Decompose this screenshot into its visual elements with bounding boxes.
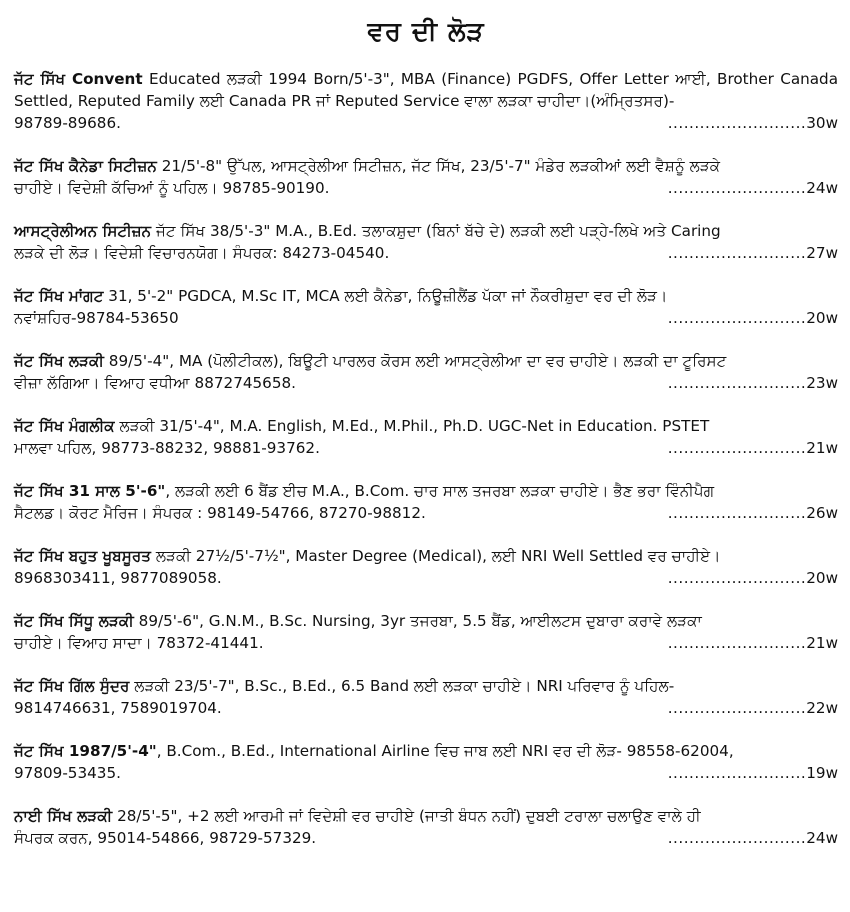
ad-footer xyxy=(14,502,838,524)
ad-text xyxy=(14,68,838,112)
ad-entry xyxy=(14,610,838,654)
ad-body: 89/5'-4", MA (ਪੋਲੀਟੀਕਲ), ਬਿਊਟੀ ਪਾਰਲਰ ਕੋਰਸ ਲਈ ਆਸਟ੍ਰੇਲੀਆ ਦਾ ਵਰ ਚਾਹੀਏ। ਲੜਕੀ ਦਾ ਟੂਰਿਸਟ xyxy=(103,352,727,370)
leader-dots: .......................... xyxy=(667,634,807,652)
ad-body: , ਲੜਕੀ ਲਈ 6 ਬੈਂਡ ਈਚ M.A., B.Com. ਚਾਰ ਸਾਲ ਤਜਰਬਾ ਲੜਕਾ ਚਾਹੀਏ। ਭੈਣ ਭਰਾ ਵਿੰਨੀਪੈਗ xyxy=(165,482,715,500)
ad-code-group xyxy=(668,177,838,199)
ad-contact: ਨਵਾਂਸ਼ਹਿਰ-98784-53650 xyxy=(14,309,179,327)
ad-heading: ਆਸਟ੍ਰੇਲੀਅਨ ਸਿਟੀਜ਼ਨ xyxy=(14,222,152,240)
ad-code-group xyxy=(668,697,838,719)
leader-dots: .......................... xyxy=(667,504,807,522)
ad-heading: ਜੱਟ ਸਿੱਖ Convent xyxy=(14,70,143,88)
ad-contact: ਚਾਹੀਏ। ਵਿਆਹ ਸਾਦਾ। 78372-41441. xyxy=(14,634,264,652)
ad-footer xyxy=(14,632,838,654)
page-title: ਵਰ ਦੀ ਲੋੜ xyxy=(367,17,485,47)
ad-body: ਲੜਕੀ 31/5'-4", M.A. English, M.Ed., M.Phil., Ph.D. UGC-Net in Education. PSTET xyxy=(114,417,710,435)
ad-text xyxy=(14,610,838,632)
ad-heading: ਜੱਟ ਸਿੱਖ ਬਹੁਤ ਖੂਬਸੂਰਤ xyxy=(14,547,152,565)
ad-contact: 9814746631, 7589019704. xyxy=(14,699,222,717)
ad-contact: ਸੰਪਰਕ ਕਰਨ, 95014-54866, 98729-57329. xyxy=(14,829,317,847)
ad-body: ਲੜਕੀ 23/5'-7", B.Sc., B.Ed., 6.5 Band ਲਈ ਲੜਕਾ ਚਾਹੀਏ। NRI ਪਰਿਵਾਰ ਨੂੰ ਪਹਿਲ- xyxy=(129,677,675,695)
ad-footer xyxy=(14,697,838,719)
ad-contact: 97809-53435. xyxy=(14,764,121,782)
ad-code: 20w xyxy=(806,569,838,587)
ad-code-group xyxy=(668,632,838,654)
leader-dots: .......................... xyxy=(667,309,807,327)
ad-code-group xyxy=(668,762,838,784)
ad-contact: ਮਾਲਵਾ ਪਹਿਲ, 98773-88232, 98881-93762. xyxy=(14,439,320,457)
leader-dots: .......................... xyxy=(667,829,807,847)
ad-heading: ਜੱਟ ਸਿੱਖ ਮੰਗਲੀਕ xyxy=(14,417,115,435)
ad-text xyxy=(14,220,838,242)
ad-body: ਜੱਟ ਸਿੱਖ 38/5'-3" M.A., B.Ed. ਤਲਾਕਸ਼ੁਦਾ (ਬਿਨਾਂ ਬੱਚੇ ਦੇ) ਲੜਕੀ ਲਈ ਪੜ੍ਹੇ-ਲਿਖੇ ਅਤੇ Caring xyxy=(151,222,721,240)
ad-entry xyxy=(14,220,838,264)
leader-dots: .......................... xyxy=(667,179,807,197)
ad-footer xyxy=(14,242,838,264)
ad-entry xyxy=(14,480,838,524)
ad-footer xyxy=(14,177,838,199)
leader-dots: .......................... xyxy=(667,699,807,717)
ad-footer xyxy=(14,762,838,784)
ad-heading: ਜੱਟ ਸਿੱਖ ਗਿੱਲ ਸੁੰਦਰ xyxy=(14,677,130,695)
ad-code-group xyxy=(668,502,838,524)
ad-heading: ਜੱਟ ਸਿੱਖ 1987/5'-4" xyxy=(14,742,157,760)
ad-contact: ਵੀਜ਼ਾ ਲੱਗਿਆ। ਵਿਆਹ ਵਧੀਆ 8872745658. xyxy=(14,374,296,392)
ad-body: 28/5'-5", +2 ਲਈ ਆਰਮੀ ਜਾਂ ਵਿਦੇਸ਼ੀ ਵਰ ਚਾਹੀਏ (ਜਾਤੀ ਬੰਧਨ ਨਹੀਂ) ਦੁਬਈ ਟਰਾਲਾ ਚਲਾਉਣ ਵਾਲੇ ਹੀ xyxy=(112,807,701,825)
ad-text xyxy=(14,480,838,502)
ad-text xyxy=(14,675,838,697)
ad-code-group xyxy=(668,307,838,329)
leader-dots: .......................... xyxy=(667,764,807,782)
ad-code: 26w xyxy=(806,504,838,522)
ad-code: 23w xyxy=(806,374,838,392)
ad-entry xyxy=(14,415,838,459)
ad-body: 89/5'-6", G.N.M., B.Sc. Nursing, 3yr ਤਜਰਬਾ, 5.5 ਬੈਂਡ, ਆਈਲਟਸ ਦੁਬਾਰਾ ਕਰਾਵੇ ਲੜਕਾ xyxy=(133,612,702,630)
ad-body: 21/5'-8" ਉੱਪਲ, ਆਸਟ੍ਰੇਲੀਆ ਸਿਟੀਜ਼ਨ, ਜੱਟ ਸਿੱਖ, 23/5'-7" ਮੰਡੇਰ ਲੜਕੀਆਂ ਲਈ ਵੈਸ਼ਨੂੰ ਲੜਕੇ xyxy=(156,157,721,175)
ad-contact: ਚਾਹੀਏ। ਵਿਦੇਸ਼ੀ ਕੱਚਿਆਂ ਨੂੰ ਪਹਿਲ। 98785-90190. xyxy=(14,179,330,197)
ad-contact: 8968303411, 9877089058. xyxy=(14,569,222,587)
ad-text xyxy=(14,805,838,827)
ad-code: 30w xyxy=(806,114,838,132)
ad-footer xyxy=(14,567,838,589)
ad-code: 20w xyxy=(806,309,838,327)
ad-body: Educated ਲੜਕੀ 1994 Born/5'-3", MBA (Finance) PGDFS, Offer Letter ਆਈ, Brother Canada Settled, Reputed Family ਲਈ Canada PR ਜਾਂ Reputed Service ਵਾਲਾ ਲੜਕਾ ਚਾਹੀਦਾ।(ਅੰਮ੍ਰਿਤਸਰ)- xyxy=(14,70,839,110)
ad-code: 21w xyxy=(806,634,838,652)
ad-code: 24w xyxy=(806,179,838,197)
classifieds-page xyxy=(0,10,850,912)
leader-dots: .......................... xyxy=(667,569,807,587)
ad-code: 21w xyxy=(806,439,838,457)
ad-heading: ਜੱਟ ਸਿੱਖ ਮਾਂਗਟ xyxy=(14,287,104,305)
ad-contact: ਸੈਟਲਡ। ਕੋਰਟ ਮੈਰਿਜ। ਸੰਪਰਕ : 98149-54766, 87270-98812. xyxy=(14,504,426,522)
ad-code-group xyxy=(668,242,838,264)
ad-code-group xyxy=(668,437,838,459)
ad-entry xyxy=(14,155,838,199)
ad-heading: ਜੱਟ ਸਿੱਖ ਸਿੱਧੂ ਲੜਕੀ xyxy=(14,612,134,630)
ad-entry xyxy=(14,805,838,849)
ad-entry xyxy=(14,740,838,784)
ad-heading: ਜੱਟ ਸਿੱਖ ਕੈਨੇਡਾ ਸਿਟੀਜ਼ਨ xyxy=(14,157,157,175)
ad-text xyxy=(14,285,838,307)
ad-text xyxy=(14,350,838,372)
ad-footer xyxy=(14,372,838,394)
ad-text xyxy=(14,415,838,437)
ad-text xyxy=(14,740,838,762)
ad-code: 27w xyxy=(806,244,838,262)
ad-code: 24w xyxy=(806,829,838,847)
ad-heading: ਜੱਟ ਸਿੱਖ ਲੜਕੀ xyxy=(14,352,104,370)
ad-footer xyxy=(14,827,838,849)
ad-code-group xyxy=(668,827,838,849)
leader-dots: .......................... xyxy=(667,439,807,457)
ad-code-group xyxy=(668,567,838,589)
ad-entry xyxy=(14,68,838,134)
ad-heading: ਜੱਟ ਸਿੱਖ 31 ਸਾਲ 5'-6" xyxy=(14,482,166,500)
ad-heading: ਨਾਈ ਸਿੱਖ ਲੜਕੀ xyxy=(14,807,113,825)
ad-entry xyxy=(14,350,838,394)
ad-code-group xyxy=(668,112,838,134)
ad-text xyxy=(14,545,838,567)
ad-contact: 98789-89686. xyxy=(14,114,121,132)
ad-entry xyxy=(14,545,838,589)
ads-list xyxy=(14,68,838,849)
ad-body: 31, 5'-2" PGDCA, M.Sc IT, MCA ਲਈ ਕੈਨੇਡਾ, ਨਿਊਜ਼ੀਲੈਂਡ ਪੱਕਾ ਜਾਂ ਨੌਕਰੀਸ਼ੁਦਾ ਵਰ ਦੀ ਲੋੜ। xyxy=(103,287,668,305)
ad-body: ਲੜਕੀ 27½/5'-7½", Master Degree (Medical), ਲਈ NRI Well Settled ਵਰ ਚਾਹੀਏ। xyxy=(151,547,721,565)
leader-dots: .......................... xyxy=(667,244,807,262)
ad-entry xyxy=(14,675,838,719)
ad-text xyxy=(14,155,838,177)
ad-footer xyxy=(14,112,838,134)
ad-code-group xyxy=(668,372,838,394)
ad-entry xyxy=(14,285,838,329)
ad-code: 19w xyxy=(806,764,838,782)
ad-body: , B.Com., B.Ed., International Airline ਵਿਚ ਜਾਬ ਲਈ NRI ਵਰ ਦੀ ਲੋੜ- 98558-62004, xyxy=(156,742,734,760)
ad-footer xyxy=(14,437,838,459)
ad-contact: ਲੜਕੇ ਦੀ ਲੋੜ। ਵਿਦੇਸ਼ੀ ਵਿਚਾਰਨਯੋਗ। ਸੰਪਰਕ: 84273-04540. xyxy=(14,244,390,262)
leader-dots: .......................... xyxy=(667,374,807,392)
leader-dots: .......................... xyxy=(667,114,807,132)
ad-code: 22w xyxy=(806,699,838,717)
ad-footer xyxy=(14,307,838,329)
